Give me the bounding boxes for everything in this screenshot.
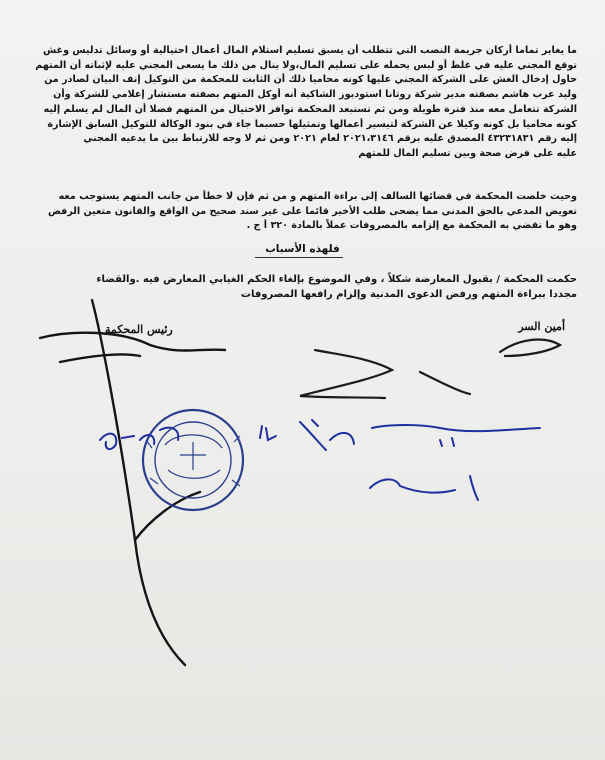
text-line: حاول إدخال الغش على الشركة المجني عليها كونه محاميا ذلك أن الثابت للمحكمة من التوكيل إنف البيان لصادر من [44,74,577,86]
text-line: ما يغاير تماما أركان جريمة النصب التي تتطلب أن يسبق تسليم استلام المال أعمال احتيالية أو وسائل تدليس وغش [42,45,577,56]
handwritten-number: ١٦٨٧٤ [270,438,273,439]
secretary-signature [300,340,560,398]
text-line: عليه على فرض صحة وبين تسليم المال للمتهم [358,147,577,159]
handwritten-note: ٩ [500,484,501,485]
text-line: حكمت المحكمة / بقبول المعارضة شكلاً ، وفي الموضوع بإلغاء الحكم الغيابي المعارض فيه .والقضاء [96,274,577,285]
text-line: تعويض المدعي بالحق المدني مما يضحى طلب الأخير قائما على غير سند صحيح من الواقع والقانون متعين الرفض [47,205,577,217]
section-heading: فلهذه الأسباب [265,243,340,255]
text-line: مجددا ببراءة المتهم ورفض الدعوى المدنية وإلزام رافعها المصروفات [240,289,577,300]
text-line: وهو ما تقضي به المحكمة مع إلزامه بالمصروفات عملاً بالمادة ٣٢٠ أ ج . [246,220,577,232]
text-line: وليد عرب هاشم بصفته مدير شركة روتانا استوديوز الشاكية أنه أوكل المتهم بصفته مستشار إعلامي للشركة وأن [53,89,577,101]
president-label: رئيس المحكمة [105,323,173,336]
secretary-label: أمين السر [518,320,565,333]
text-line: إليه رقم ٤٣٢٣١٨٣١ المصدق عليه برقم ٢٠٢١،٣١٤٦ لعام ٢٠٢١ ومن ثم لا وجه للارتباط بين ما يدعيه المجني [83,133,577,145]
text-line: وحيث خلصت المحكمة في قضائها السالف إلى براءة المتهم و من ثم فإن لا خطأ من جانب المتهم يستوجب معه [58,191,577,202]
text-line: الشركة تتعامل معه منذ فترة طويلة ومن ثم تستبعد المحكمة توافر الاحتيال من المتهم فضلا أن المال لم يسلم إليه [43,103,577,115]
blue-ink-notes [100,420,540,500]
text-line: كونه محاميا بل كونه وكيلا عن الشركة لتيسير أعمالها وتمثيلها حسبما جاء في بنود الوكالة للتوكيل السابق الإشارة [47,118,577,130]
text-line: توقع المجني عليه في غلط أو لبس يحمله على تسليم المال،ولا ينال من ذلك ما يسعى المجني عليه لإثباته أن المتهم [35,59,577,71]
president-signature [40,300,225,665]
